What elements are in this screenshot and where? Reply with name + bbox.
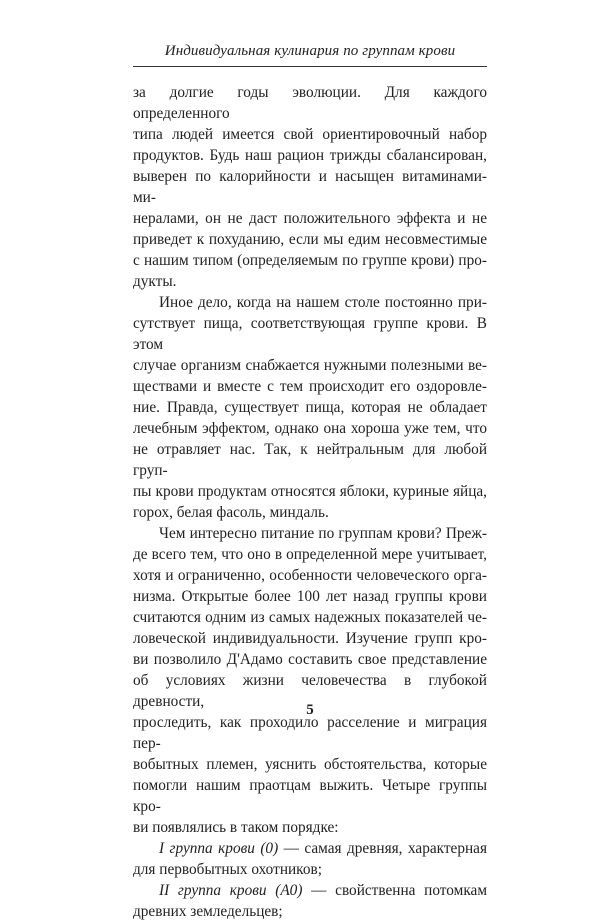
text-line: ловеческой индивидуальности. Изучение групп кро- xyxy=(133,630,487,647)
text-line: горох, белая фасоль, миндаль. xyxy=(133,504,329,521)
text-line: де всего тем, что оно в определенной мере учитывает, xyxy=(133,546,487,563)
blood-group-term: II группа крови (А0) xyxy=(159,882,303,899)
text-line: не отравляет нас. Так, к нейтральным для любой груп- xyxy=(133,441,487,479)
text-line: ние. Правда, существует пища, которая не обладает xyxy=(133,399,487,416)
text-line: Чем интересно питание по группам крови? Преж- xyxy=(159,525,487,542)
text-line: вобытных племен, уяснить обстоятельства, которые xyxy=(133,756,487,773)
text-line: ществами и вместе с тем происходит его оздоровле- xyxy=(133,378,487,395)
text-line: случае организм снабжается нужными полезными ве- xyxy=(133,357,487,374)
text-line: пы крови продуктам относятся яблоки, куриные яйца, xyxy=(133,483,487,500)
text-line: ви позволило Д'Адамо составить свое представление xyxy=(133,651,487,668)
text-line: за долгие годы эволюции. Для каждого определенного xyxy=(133,84,487,122)
page-number: 5 xyxy=(306,702,314,718)
text-line: хотя и ограниченно, особенности человеческого орга- xyxy=(133,567,487,584)
text-line: для первобытных охотников; xyxy=(133,861,322,878)
blood-group-description: — свойственна потомкам xyxy=(302,882,487,899)
text-line: Иное дело, когда на нашем столе постоянно при- xyxy=(159,294,487,311)
text-line: выверен по калорийности и насыщен витаминами-ми- xyxy=(133,168,487,206)
text-line: древних земледельцев; xyxy=(133,903,283,920)
text-line: проследить, как проходило расселение и миграция пер- xyxy=(133,714,487,752)
text-line: с нашим типом (определяемым по группе крови) про- xyxy=(133,252,487,269)
text-line: приведет к похуданию, если мы едим несовместимые xyxy=(133,231,487,248)
text-line: низма. Открытые более 100 лет назад группы крови xyxy=(133,588,487,605)
text-line: об условиях жизни человечества в глубокой древности, xyxy=(133,672,487,710)
blood-group-item-2 xyxy=(133,880,487,901)
blood-group-item-1 xyxy=(133,838,487,859)
text-line: типа людей имеется свой ориентировочный набор xyxy=(133,126,487,143)
blood-group-description: — самая древняя, характерная xyxy=(278,840,487,857)
running-header: Индивидуальная кулинария по группам крови xyxy=(164,43,456,59)
text-line: дукты. xyxy=(133,273,177,290)
blood-group-term: I группа крови (0) xyxy=(159,840,279,857)
text-line: помогли нашим праотцам выжить. Четыре группы кро- xyxy=(133,777,487,815)
text-line: считаются одним из самых надежных показателей че- xyxy=(133,609,487,626)
text-line: ви появлялись в таком порядке: xyxy=(133,819,339,836)
header-rule xyxy=(133,66,487,67)
text-line: нералами, он не даст положительного эффекта и не xyxy=(133,210,487,227)
text-line: лечебным эффектом, однако она хороша уже тем, что xyxy=(133,420,487,437)
page-body xyxy=(133,82,487,922)
text-line: продуктов. Будь наш рацион трижды сбалансирован, xyxy=(133,147,487,164)
text-line: сутствует пища, соответствующая группе крови. В этом xyxy=(133,315,487,353)
